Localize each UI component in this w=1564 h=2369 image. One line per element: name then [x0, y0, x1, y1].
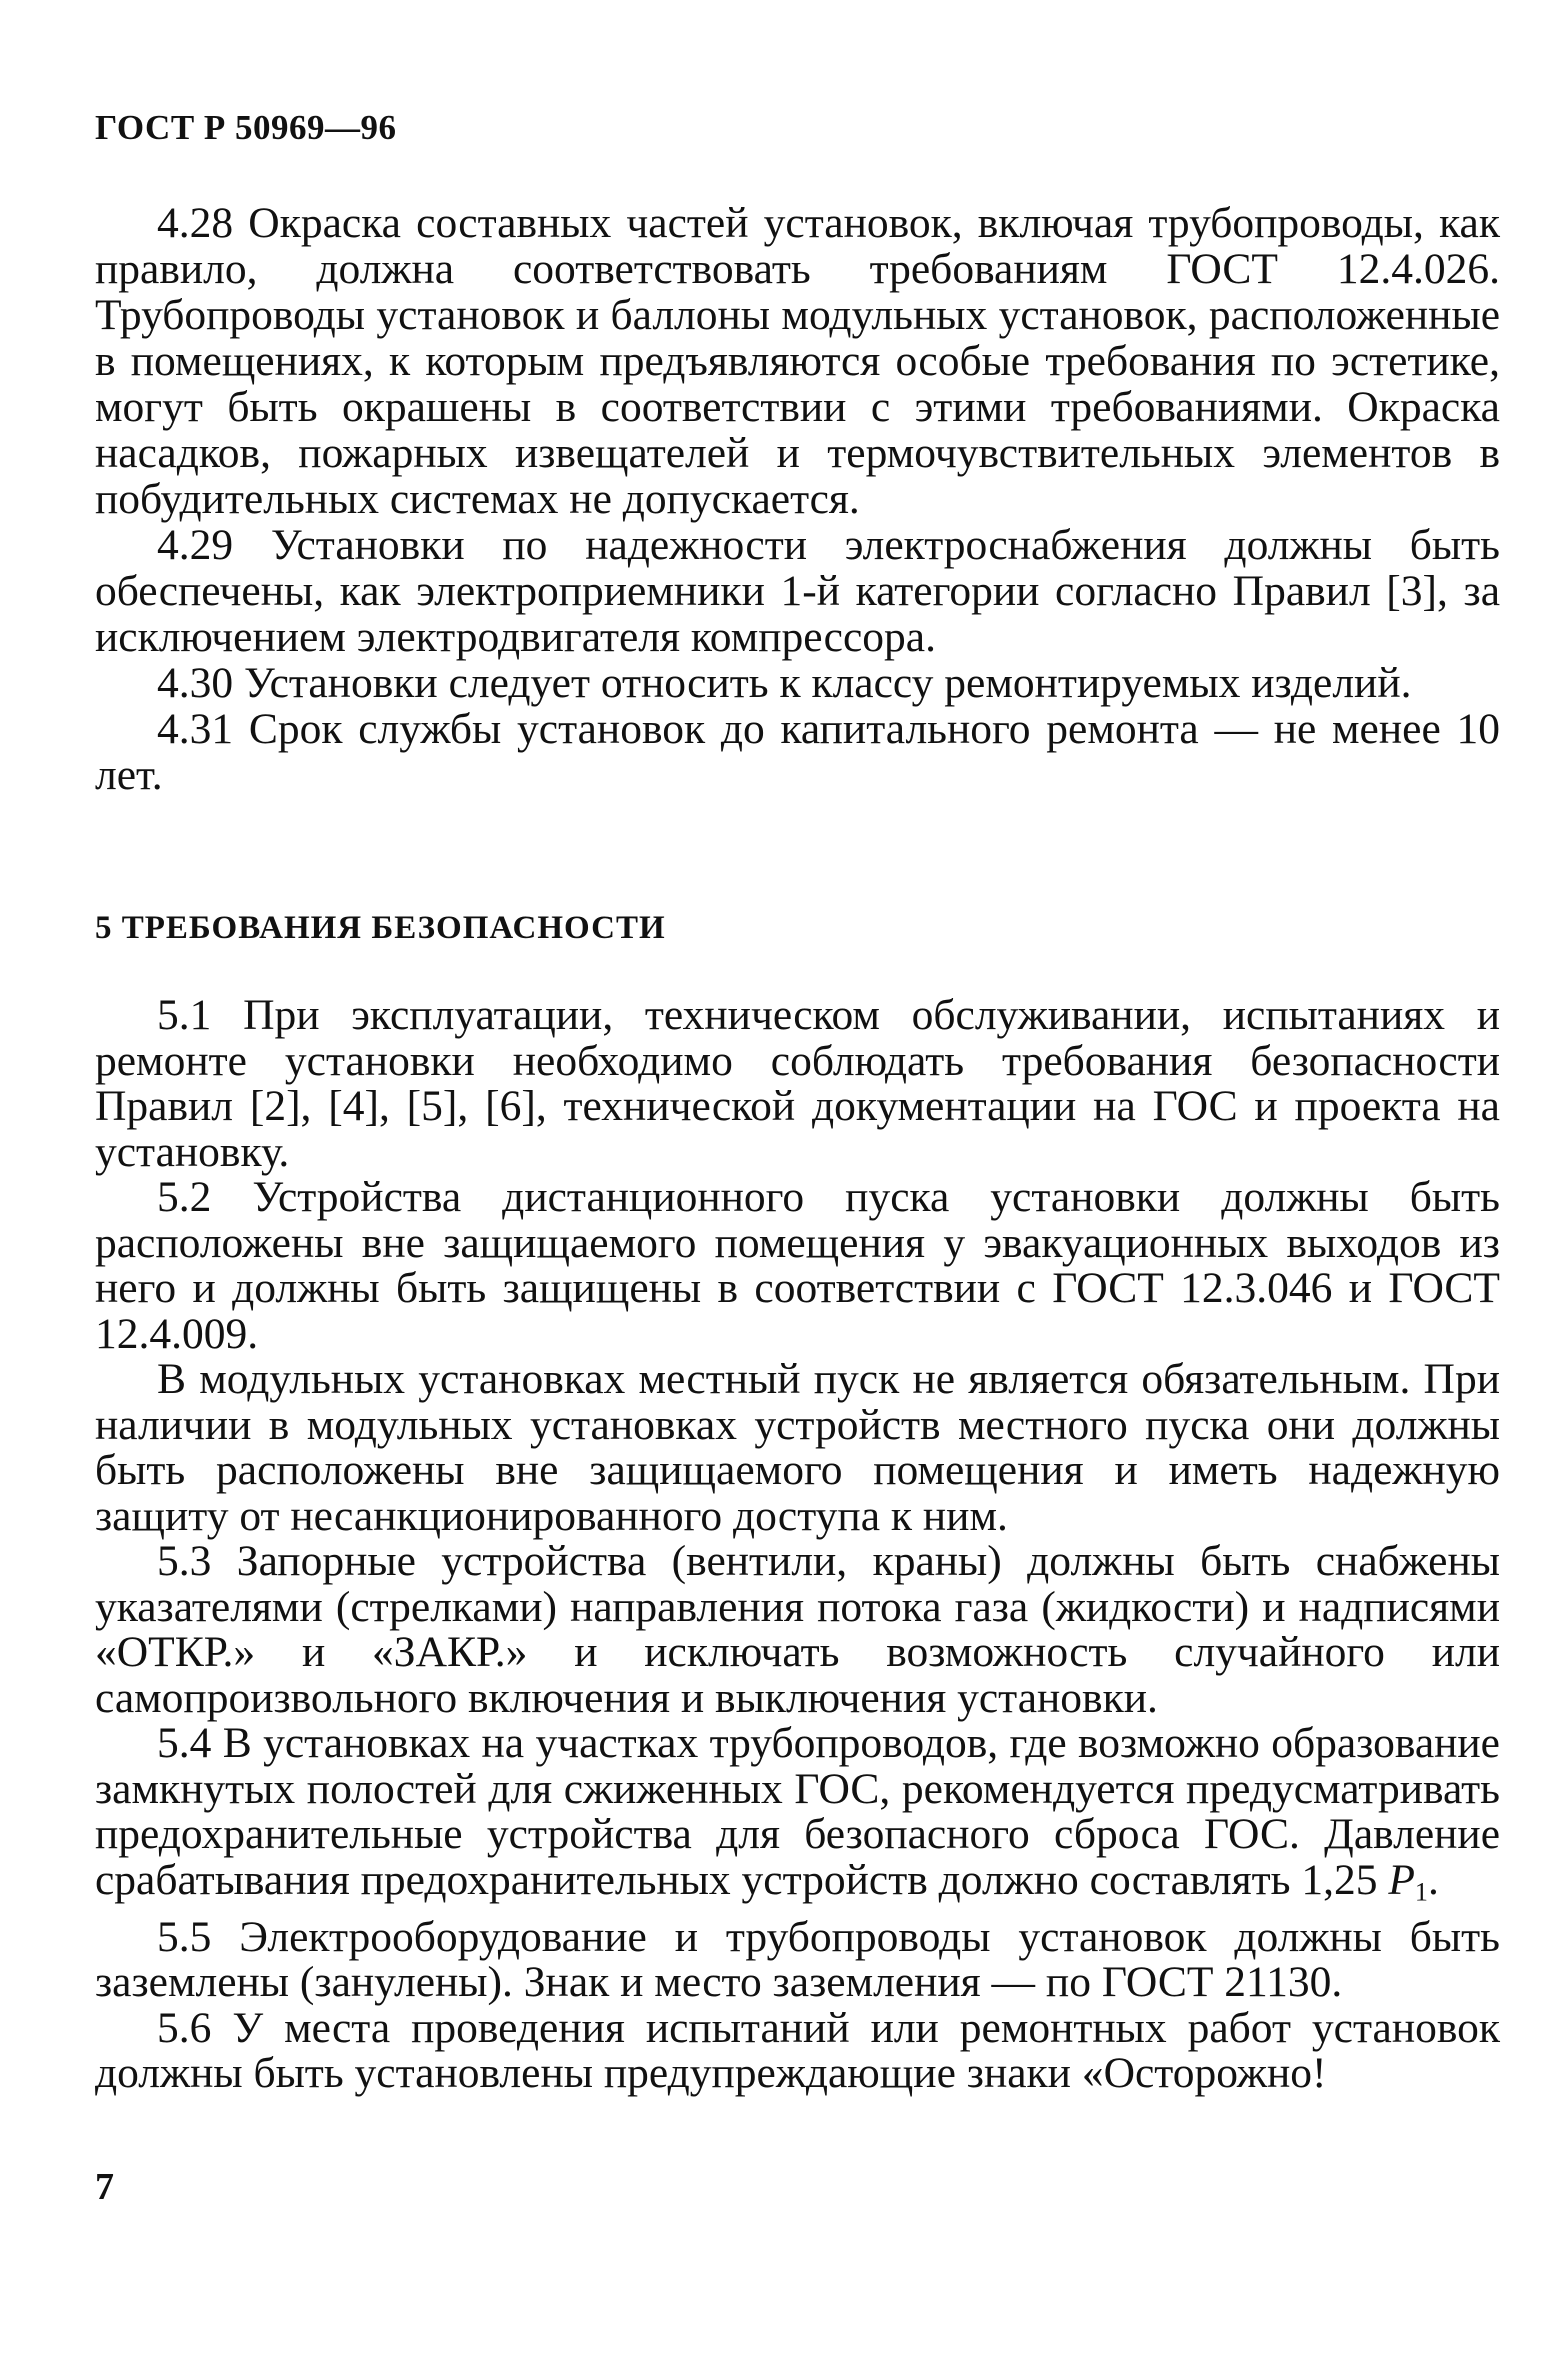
paragraph-4-28: 4.28 Окраска составных частей установок, включая трубопроводы, как правило, должна соответствовать требованиям ГОСТ 12.4.026. Трубопроводы установок и баллоны модульных установок, расположенные в помещениях, к которым предъявляются особые требования по эстетике, могут быть окрашены в соответствии с этими требованиями. Окраска насадков, пожарных извещателей и термочувствительных элементов в побудительных системах не допускается. [95, 199, 1500, 523]
paragraph-5-6: 5.6 У места проведения испытаний или ремонтных работ установок должны быть установлены предупреждающие знаки «Осторожно! [95, 2003, 1500, 2098]
paragraph-5-4-text: 5.4 В установках на участках трубопроводов, где возможно образование замкнутых полостей для сжиженных ГОС, рекомендуется предусматривать предохранительные устройства для безопасного сброса ГОС. Давление срабатывания предохранительных устройств должно составлять 1,25 [95, 1719, 1500, 1904]
paragraph-5-5: 5.5 Электрооборудование и трубопроводы установок должны быть заземлены (занулены). Знак и место заземления — по ГОСТ 21130. [95, 1912, 1500, 2007]
paragraph-5-2: 5.2 Устройства дистанционного пуска установки должны быть расположены вне защищаемого помещения у эвакуационных выходов из него и должны быть защищены в соответствии с ГОСТ 12.3.046 и ГОСТ 12.4.009. [95, 1173, 1500, 1358]
paragraph-5-1: 5.1 При эксплуатации, техническом обслуживании, испытаниях и ремонте установки необходимо соблюдать требования безопасности Правил [2], [4], [5], [6], технической документации на ГОС и проекта на установку. [95, 991, 1500, 1176]
pressure-symbol: P [1388, 1855, 1415, 1904]
paragraph-4-30: 4.30 Установки следует относить к классу ремонтируемых изделий. [157, 659, 1412, 707]
paragraph-5-3: 5.3 Запорные устройства (вентили, краны) должны быть снабжены указателями (стрелками) направления потока газа (жидкости) и надписями «ОТКР.» и «ЗАКР.» и исключать возможность случайного или самопроизвольного включения и выключения установки. [95, 1537, 1500, 1722]
paragraph-5-4 [95, 1721, 1500, 1915]
page-number: 7 [95, 2166, 114, 2208]
section-5-text [95, 993, 1500, 2097]
pressure-subscript: 1 [1414, 1877, 1428, 1907]
paragraph-5-2-cont: В модульных установках местный пуск не является обязательным. При наличии в модульных установках устройств местного пуска они должны быть расположены вне защищаемого помещения и иметь надежную защиту от несанкционированного доступа к ним. [95, 1355, 1500, 1540]
section-4-text [95, 200, 1500, 798]
standard-header: ГОСТ Р 50969—96 [95, 108, 397, 147]
paragraph-4-29: 4.29 Установки по надежности электроснабжения должны быть обеспечены, как электроприемники 1-й категории согласно Правил [3], за исключением электродвигателя компрессора. [95, 521, 1500, 661]
paragraph-4-31: 4.31 Срок службы установок до капитального ремонта — не менее 10 лет. [95, 705, 1500, 799]
paragraph-5-4-end: . [1427, 1855, 1439, 1904]
section-5-title: 5 ТРЕБОВАНИЯ БЕЗОПАСНОСТИ [95, 910, 666, 946]
